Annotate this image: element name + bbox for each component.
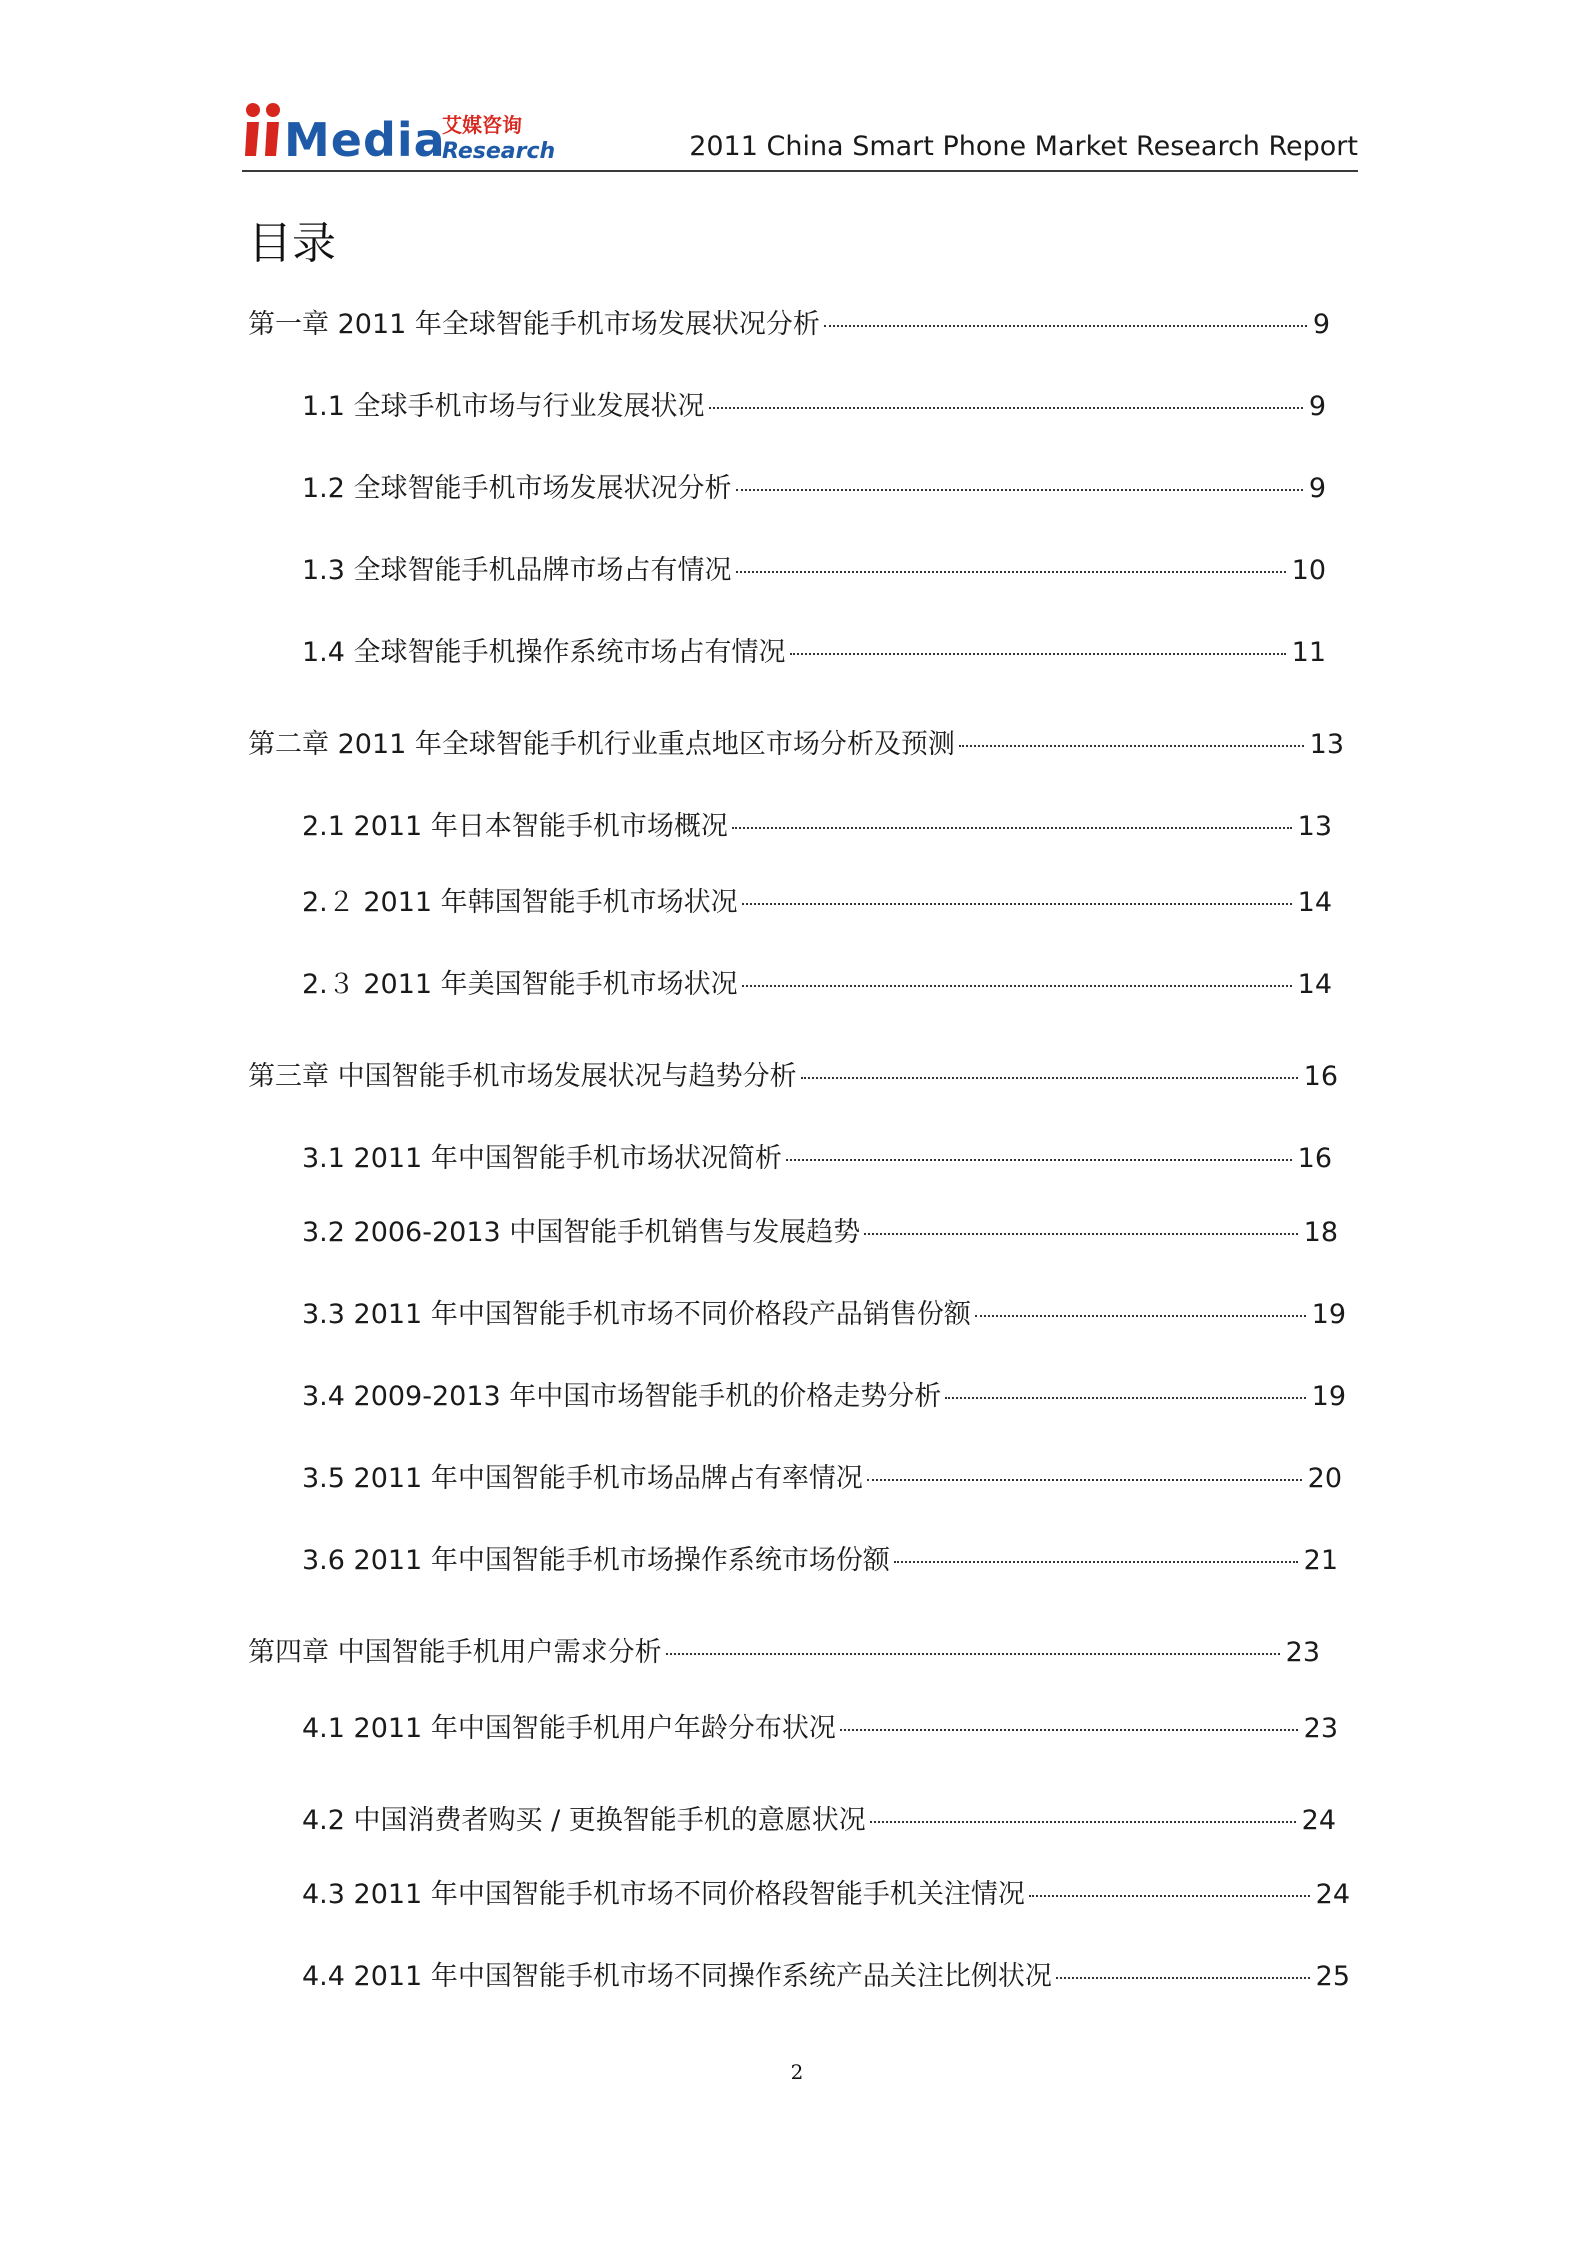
svg-text:Media: Media — [284, 113, 446, 167]
toc-entry-label: 4.2 中国消费者购买 / 更换智能手机的意愿状况 — [302, 1805, 866, 1836]
toc-entry-page: 14 — [1297, 969, 1332, 1000]
toc-heading: 目录 — [248, 218, 336, 269]
dot-leader — [864, 1233, 1297, 1235]
toc-entry-label: 4.3 2011 年中国智能手机市场不同价格段智能手机关注情况 — [302, 1879, 1025, 1910]
dot-leader — [894, 1561, 1298, 1563]
toc-section-4-3[interactable] — [302, 1872, 1350, 1911]
toc-entry-label: 1.2 全球智能手机市场发展状况分析 — [302, 473, 732, 504]
toc-entry-page: 11 — [1291, 637, 1326, 668]
toc-entry-page: 18 — [1303, 1217, 1338, 1248]
toc-section-3-1[interactable] — [302, 1136, 1332, 1175]
toc-entry-page: 20 — [1307, 1463, 1342, 1494]
toc-entry-page: 23 — [1303, 1713, 1338, 1744]
dot-leader — [975, 1315, 1306, 1317]
toc-section-4-2[interactable] — [302, 1798, 1336, 1837]
page-number: 2 — [790, 2060, 804, 2084]
toc-entry-label: 第一章 2011 年全球智能手机市场发展状况分析 — [248, 309, 820, 340]
toc-entry-page: 13 — [1297, 811, 1332, 842]
dot-leader — [736, 571, 1286, 573]
toc-entry-label: 2.２ 2011 年韩国智能手机市场状况 — [302, 887, 738, 918]
toc-section-1-2[interactable] — [302, 466, 1326, 505]
toc-entry-page: 21 — [1303, 1545, 1338, 1576]
toc-entry-page: 25 — [1315, 1961, 1350, 1992]
dot-leader — [666, 1653, 1280, 1655]
toc-section-3-4[interactable] — [302, 1374, 1346, 1413]
dot-leader — [1029, 1895, 1310, 1897]
dot-leader — [801, 1077, 1298, 1079]
dot-leader — [742, 985, 1292, 987]
toc-section-3-2[interactable] — [302, 1210, 1338, 1249]
toc-entry-page: 9 — [1308, 391, 1326, 422]
toc-section-4-1[interactable] — [302, 1706, 1338, 1745]
toc-chapter-3[interactable] — [248, 1054, 1338, 1093]
toc-entry-page: 10 — [1291, 555, 1326, 586]
toc-entry-page: 19 — [1311, 1381, 1346, 1412]
toc-entry-label: 1.1 全球手机市场与行业发展状况 — [302, 391, 705, 422]
dot-leader — [709, 407, 1303, 409]
toc-entry-label: 1.4 全球智能手机操作系统市场占有情况 — [302, 637, 786, 668]
dot-leader — [945, 1397, 1305, 1399]
dot-leader — [786, 1159, 1292, 1161]
dot-leader — [1056, 1977, 1310, 1979]
toc-section-3-5[interactable] — [302, 1456, 1342, 1495]
toc-chapter-2[interactable] — [248, 722, 1344, 761]
toc-section-4-4[interactable] — [302, 1954, 1350, 1993]
dot-leader — [870, 1821, 1296, 1823]
toc-section-2-3[interactable] — [302, 962, 1332, 1001]
dot-leader — [867, 1479, 1302, 1481]
toc-section-1-4[interactable] — [302, 630, 1326, 669]
toc-section-1-1[interactable] — [302, 384, 1326, 423]
dot-leader — [840, 1729, 1298, 1731]
toc-entry-label: 4.1 2011 年中国智能手机用户年龄分布状况 — [302, 1713, 836, 1744]
dot-leader — [732, 827, 1292, 829]
dot-leader — [824, 325, 1307, 327]
toc-section-2-2[interactable] — [302, 880, 1332, 919]
toc-entry-page: 9 — [1308, 473, 1326, 504]
toc-entry-page: 24 — [1315, 1879, 1350, 1910]
toc-entry-label: 3.5 2011 年中国智能手机市场品牌占有率情况 — [302, 1463, 863, 1494]
toc-entry-label: 第二章 2011 年全球智能手机行业重点地区市场分析及预测 — [248, 729, 955, 760]
toc-entry-label: 第四章 中国智能手机用户需求分析 — [248, 1637, 662, 1668]
toc-chapter-4[interactable] — [248, 1630, 1320, 1669]
svg-text:艾媒咨询: 艾媒咨询 — [442, 113, 522, 137]
iimedia-logo — [242, 96, 572, 168]
toc-entry-label: 2.1 2011 年日本智能手机市场概况 — [302, 811, 728, 842]
toc-entry-label: 3.1 2011 年中国智能手机市场状况简析 — [302, 1143, 782, 1174]
page-header — [242, 96, 1358, 172]
toc-chapter-1[interactable] — [248, 302, 1330, 341]
toc-entry-label: 第三章 中国智能手机市场发展状况与趋势分析 — [248, 1061, 797, 1092]
dot-leader — [790, 653, 1286, 655]
toc-entry-page: 19 — [1311, 1299, 1346, 1330]
toc-entry-label: 3.3 2011 年中国智能手机市场不同价格段产品销售份额 — [302, 1299, 971, 1330]
toc-section-3-3[interactable] — [302, 1292, 1346, 1331]
svg-text:Research: Research — [442, 139, 556, 164]
dot-leader — [959, 745, 1304, 747]
toc-entry-page: 14 — [1297, 887, 1332, 918]
toc-entry-label: 3.6 2011 年中国智能手机市场操作系统市场份额 — [302, 1545, 890, 1576]
toc-section-2-1[interactable] — [302, 804, 1332, 843]
toc-entry-page: 24 — [1301, 1805, 1336, 1836]
toc-section-3-6[interactable] — [302, 1538, 1338, 1577]
dot-leader — [736, 489, 1303, 491]
toc-entry-label: 1.3 全球智能手机品牌市场占有情况 — [302, 555, 732, 586]
toc-section-1-3[interactable] — [302, 548, 1326, 587]
toc-entry-label: 2.３ 2011 年美国智能手机市场状况 — [302, 969, 738, 1000]
toc-entry-page: 16 — [1303, 1061, 1338, 1092]
toc-entry-page: 9 — [1312, 309, 1330, 340]
dot-leader — [742, 903, 1292, 905]
toc-entry-page: 16 — [1297, 1143, 1332, 1174]
toc-entry-page: 13 — [1309, 729, 1344, 760]
toc-entry-label: 4.4 2011 年中国智能手机市场不同操作系统产品关注比例状况 — [302, 1961, 1052, 1992]
toc-entry-label: 3.2 2006-2013 中国智能手机销售与发展趋势 — [302, 1217, 861, 1248]
toc-entry-label: 3.4 2009-2013 年中国市场智能手机的价格走势分析 — [302, 1381, 942, 1412]
toc-entry-page: 23 — [1285, 1637, 1320, 1668]
report-title: 2011 China Smart Phone Market Research Report — [689, 131, 1358, 162]
